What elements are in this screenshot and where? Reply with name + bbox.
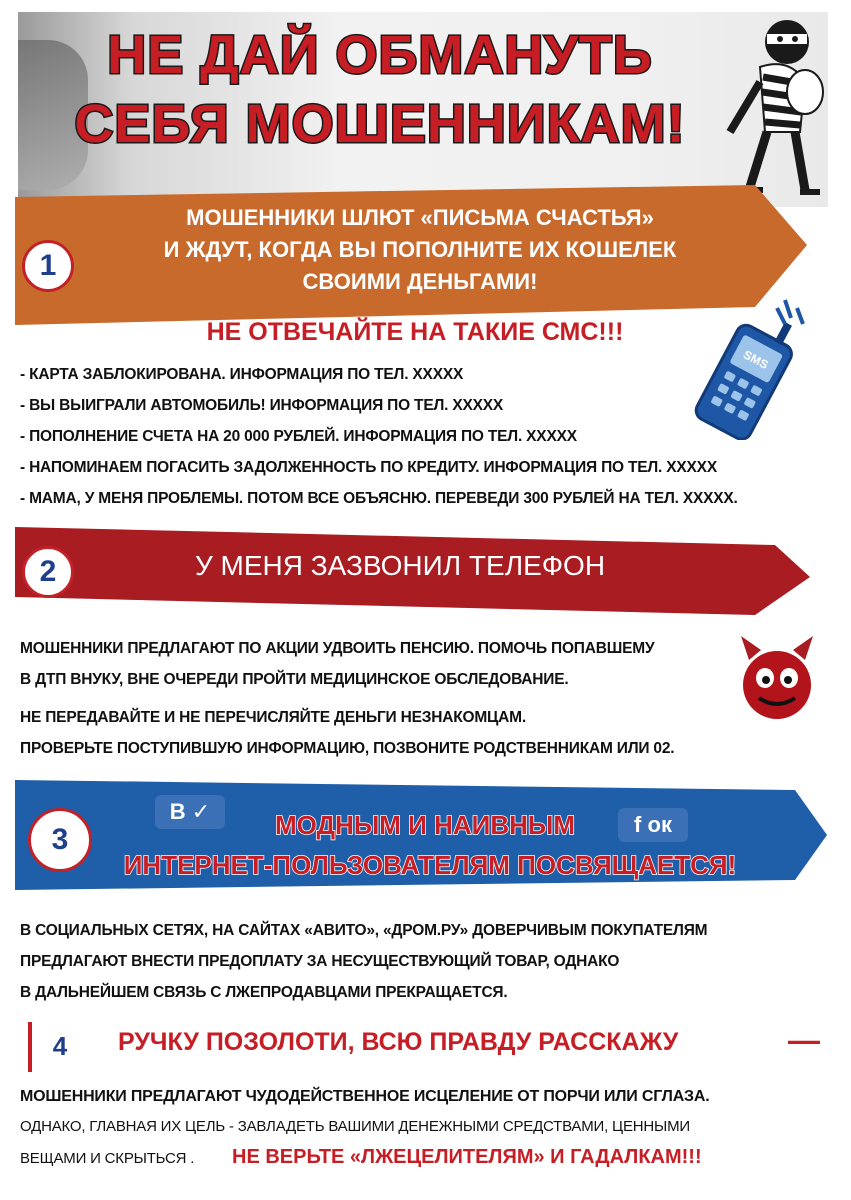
section3-banner-line-1: МОДНЫМ И НАИВНЫМ [275,810,575,840]
section3-line-1: В СОЦИАЛЬНЫХ СЕТЯХ, НА САЙТАХ «АВИТО», «ДРОМ.РУ» ДОВЕРЧИВЫМ ПОКУПАТЕЛЯМ [20,922,708,939]
section2-line-4: ПРОВЕРЬТЕ ПОСТУПИВШУЮ ИНФОРМАЦИЮ, ПОЗВОНИТЕ РОДСТВЕННИКАМ ИЛИ 02. [20,740,675,757]
sms-phone-icon [685,290,815,440]
thief-illustration [705,12,825,202]
social-icons-left [155,795,225,829]
section1-banner-line-2: И ЖДУТ, КОГДА ВЫ ПОПОЛНИТЕ ИХ КОШЕЛЕК [163,237,677,262]
section2-banner-text: У МЕНЯ ЗАЗВОНИЛ ТЕЛЕФОН [194,550,606,581]
section4-bracket [28,1022,32,1072]
sms-example-4: - НАПОМИНАЕМ ПОГАСИТЬ ЗАДОЛЖЕННОСТЬ ПО КРЕДИТУ. ИНФОРМАЦИЯ ПО ТЕЛ. ХХХХХ [20,459,717,476]
section2-number-badge: 2 [22,546,74,598]
facebook-icon: f [634,812,642,837]
sms-example-1: - КАРТА ЗАБЛОКИРОВАНА. ИНФОРМАЦИЯ ПО ТЕЛ. ХХХХХ [20,366,464,383]
section3-line-3: В ДАЛЬНЕЙШЕМ СВЯЗЬ С ЛЖЕПРОДАВЦАМИ ПРЕКРАЩАЕТСЯ. [20,984,508,1001]
section1-banner-line-1: МОШЕННИКИ ШЛЮТ «ПИСЬМА СЧАСТЬЯ» [186,205,654,230]
section2-line-2: В ДТП ВНУКУ, ВНЕ ОЧЕРЕДИ ПРОЙТИ МЕДИЦИНСКОЕ ОБСЛЕДОВАНИЕ. [20,671,569,688]
section4-final-warning: НЕ ВЕРЬТЕ «ЛЖЕЦЕЛИТЕЛЯМ» И ГАДАЛКАМ!!! [232,1146,702,1168]
sms-label: SMS [741,347,771,372]
section3-banner-shape [15,780,830,905]
odnoklassniki-icon: ок [647,812,672,837]
section3-banner-line-2: ИНТЕРНЕТ-ПОЛЬЗОВАТЕЛЯМ ПОСВЯЩАЕТСЯ! [123,850,737,880]
sms-example-2: - ВЫ ВЫИГРАЛИ АВТОМОБИЛЬ! ИНФОРМАЦИЯ ПО ТЕЛ. ХХХХХ [20,397,504,414]
section1-warning: НЕ ОТВЕЧАЙТЕ НА ТАКИЕ СМС!!! [206,318,624,346]
section4-number-badge: 4 [38,1024,82,1068]
sms-example-3: - ПОПОЛНЕНИЕ СЧЕТА НА 20 000 РУБЛЕЙ. ИНФОРМАЦИЯ ПО ТЕЛ. ХХХХХ [20,428,577,445]
devil-emoji-icon [735,630,820,730]
twitter-icon: ✓ [191,799,211,824]
section3-number-badge: 3 [28,808,92,872]
section4-line-2: ОДНАКО, ГЛАВНАЯ ИХ ЦЕЛЬ - ЗАВЛАДЕТЬ ВАШИМИ ДЕНЕЖНЫМИ СРЕДСТВАМИ, ЦЕННЫМИ [20,1118,690,1135]
section4-line-1: МОШЕННИКИ ПРЕДЛАГАЮТ ЧУДОДЕЙСТВЕННОЕ ИСЦЕЛЕНИЕ ОТ ПОРЧИ ИЛИ СГЛАЗА. [20,1088,710,1105]
section1-number-badge: 1 [22,240,74,292]
section3-line-2: ПРЕДЛАГАЮТ ВНЕСТИ ПРЕДОПЛАТУ ЗА НЕСУЩЕСТВУЮЩИЙ ТОВАР, ОДНАКО [20,953,620,970]
section2-line-3: НЕ ПЕРЕДАВАЙТЕ И НЕ ПЕРЕЧИСЛЯЙТЕ ДЕНЬГИ НЕЗНАКОМЦАМ. [20,709,526,726]
sms-example-5: - МАМА, У МЕНЯ ПРОБЛЕМЫ. ПОТОМ ВСЕ ОБЪЯСНЮ. ПЕРЕВЕДИ 300 РУБЛЕЙ НА ТЕЛ. ХХХХХ. [20,490,738,507]
section4-dash: — [788,1022,820,1058]
section4-line-3-prefix: ВЕЩАМИ И СКРЫТЬСЯ . [20,1150,195,1167]
section2-line-1: МОШЕННИКИ ПРЕДЛАГАЮТ ПО АКЦИИ УДВОИТЬ ПЕНСИЮ. ПОМОЧЬ ПОПАВШЕМУ [20,640,655,657]
section1-banner-text [80,202,760,298]
section4-banner: РУЧКУ ПОЗОЛОТИ, ВСЮ ПРАВДУ РАССКАЖУ [118,1028,679,1056]
social-icons-right [618,808,688,842]
section1-banner-line-3: СВОИМИ ДЕНЬГАМИ! [302,269,538,294]
title-line-2: СЕБЯ МОШЕННИКАМ! [74,94,686,154]
title-line-1: НЕ ДАЙ ОБМАНУТЬ [107,25,653,85]
vk-icon: В [169,799,186,824]
